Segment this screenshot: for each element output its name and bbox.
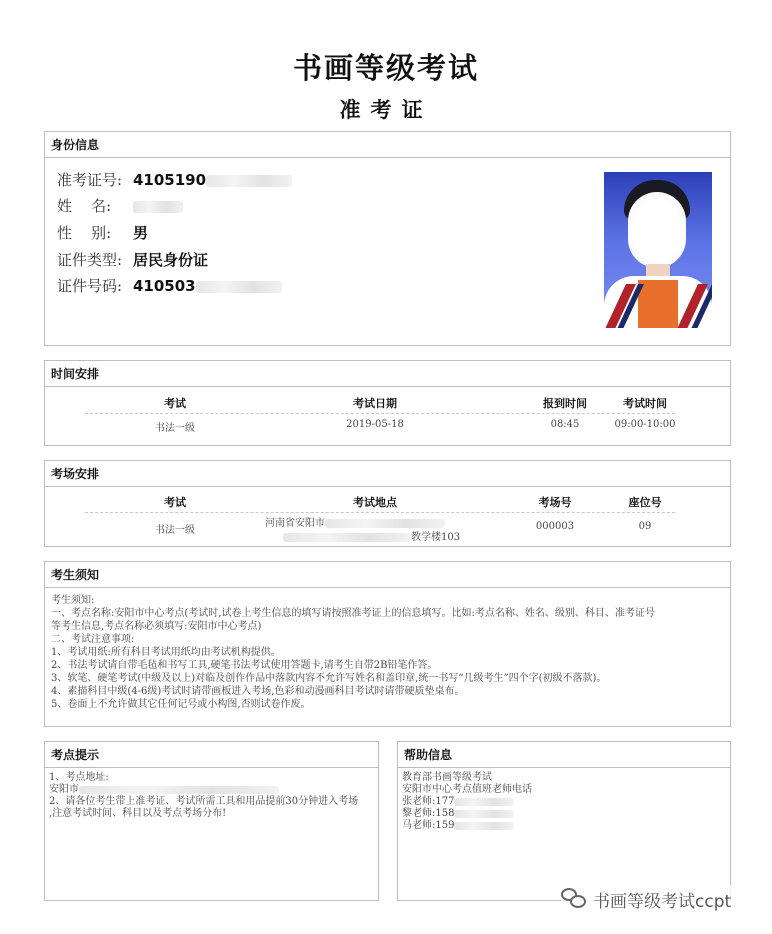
column-header: 考试: [164, 496, 186, 509]
table-cell: 书法一级: [155, 525, 195, 536]
hint-line-address: [49, 784, 374, 796]
identity-section: [44, 131, 731, 346]
notice-section-title: 考生须知: [45, 562, 730, 588]
help-line: 教育部书画等级考试: [402, 772, 492, 783]
page-subtitle: 准考证: [339, 98, 433, 122]
column-header: 考场号: [538, 496, 572, 509]
watermark-text: 书画等级考试ccpt: [593, 891, 732, 912]
location-text: 教学楼103: [411, 532, 461, 543]
contact-text: 黎老师:158: [402, 808, 455, 819]
notice-body: [45, 588, 730, 717]
hint-line: ,注意考试时间、科目以及考点考场分布!: [49, 808, 227, 819]
notice-line: 一、考点名称:安阳市中心考点(考试时,试卷上考生信息的填写请按照准考证上的信息填写。比如:考点名称、姓名、级别、科目、准考证号: [51, 608, 655, 619]
help-contact: [402, 820, 726, 832]
help-line: 安阳市中心考点值班老师电话: [402, 784, 532, 795]
watermark: [561, 885, 733, 913]
table-cell: 09: [638, 521, 652, 532]
help-section-title: 帮助信息: [398, 742, 730, 768]
help-contact: [402, 808, 726, 820]
identity-section-title: 身份信息: [45, 132, 730, 158]
table-cell: 2019-05-18: [346, 419, 404, 430]
redacted-mark: [454, 810, 514, 818]
page-title: 书画等级考试: [292, 51, 479, 85]
contact-text: 马老师:159: [402, 820, 455, 831]
ticket-number-value: 4105190: [133, 171, 207, 189]
location-text: 河南省安阳市: [265, 518, 325, 529]
notice-line: 二、考试注意事项:: [51, 634, 135, 645]
name-label: 姓 名:: [57, 197, 112, 215]
id-number-value: 410503: [133, 277, 196, 295]
redacted-mark: [133, 201, 183, 213]
id-type-row: [57, 248, 208, 272]
redacted-mark: [196, 281, 282, 293]
redacted-mark: [454, 822, 514, 830]
column-header: 考试时间: [623, 397, 667, 410]
column-header: 报到时间: [543, 397, 587, 410]
notice-section: [44, 561, 731, 727]
venue-section-title: 考场安排: [45, 461, 730, 487]
redacted-mark: [206, 175, 292, 187]
wechat-icon: [561, 888, 587, 910]
notice-line: 1、考试用纸:所有科目考试用纸均由考试机构提供。: [51, 647, 281, 658]
id-number-label: 证件号码:: [57, 277, 123, 295]
candidate-photo: [604, 172, 712, 328]
gender-value: 男: [133, 224, 149, 242]
id-type-value: 居民身份证: [133, 251, 209, 269]
help-body: [398, 768, 730, 836]
notice-line: 4、素描科目中级(4-6级)考试时请带画板进入考场,色彩和动漫画科目考试时请带硬质垫桌布。: [51, 686, 465, 697]
hint-line: 2、请各位考生带上准考证、考试所需工具和用品提前30分钟进入考场: [49, 796, 359, 807]
hints-section: [44, 741, 379, 901]
gender-label: 性 别:: [57, 224, 112, 242]
ticket-number-label: 准考证号:: [57, 171, 123, 189]
location-line: [225, 514, 475, 529]
notice-line: 5、卷面上不允许做其它任何记号或小构图,否则试卷作废。: [51, 699, 311, 710]
schedule-section-title: 时间安排: [45, 361, 730, 387]
column-header: 座位号: [628, 496, 662, 509]
redacted-mark: [283, 533, 411, 542]
help-section: [397, 741, 731, 901]
notice-line: 2、书法考试请自带毛毡和书写工具,硬笔书法考试使用答题卡,请考生自带2B铅笔作答。: [51, 660, 438, 671]
contact-text: 张老师:177: [402, 796, 455, 807]
hints-section-title: 考点提示: [45, 742, 378, 768]
column-header: 考试地点: [353, 496, 397, 509]
help-contact: [402, 796, 726, 808]
table-divider: [85, 512, 675, 513]
notice-line: 等考生信息,考点名称必须填写:安阳市中心考点): [51, 621, 262, 632]
redacted-mark: [79, 786, 279, 794]
notice-line: 考生须知:: [51, 595, 95, 606]
name-row: [57, 194, 183, 218]
table-divider: [85, 413, 675, 414]
hints-body: [45, 768, 378, 824]
id-type-label: 证件类型:: [57, 251, 123, 269]
id-number-row: [57, 274, 282, 298]
notice-line: 3、软笔、硬笔考试(中级及以上)对临及创作作品中落款内容不允许写姓名和盖印章,统一书写“几级考生”四个字(初级不落款)。: [51, 673, 607, 684]
table-cell: 000003: [535, 521, 575, 532]
schedule-section: [44, 360, 731, 446]
table-cell: 08:45: [550, 419, 580, 430]
hint-text: 安阳市: [49, 784, 79, 795]
table-cell: 书法一级: [155, 423, 195, 434]
gender-row: [57, 221, 148, 245]
venue-section: [44, 460, 731, 547]
column-header: 考试: [164, 397, 186, 410]
redacted-mark: [325, 519, 445, 528]
table-cell: 09:00-10:00: [614, 419, 676, 430]
location-line: [225, 528, 475, 543]
column-header: 考试日期: [353, 397, 397, 410]
hint-line: 1、考点地址:: [49, 772, 109, 783]
redacted-mark: [454, 798, 514, 806]
ticket-number-row: [57, 168, 292, 192]
